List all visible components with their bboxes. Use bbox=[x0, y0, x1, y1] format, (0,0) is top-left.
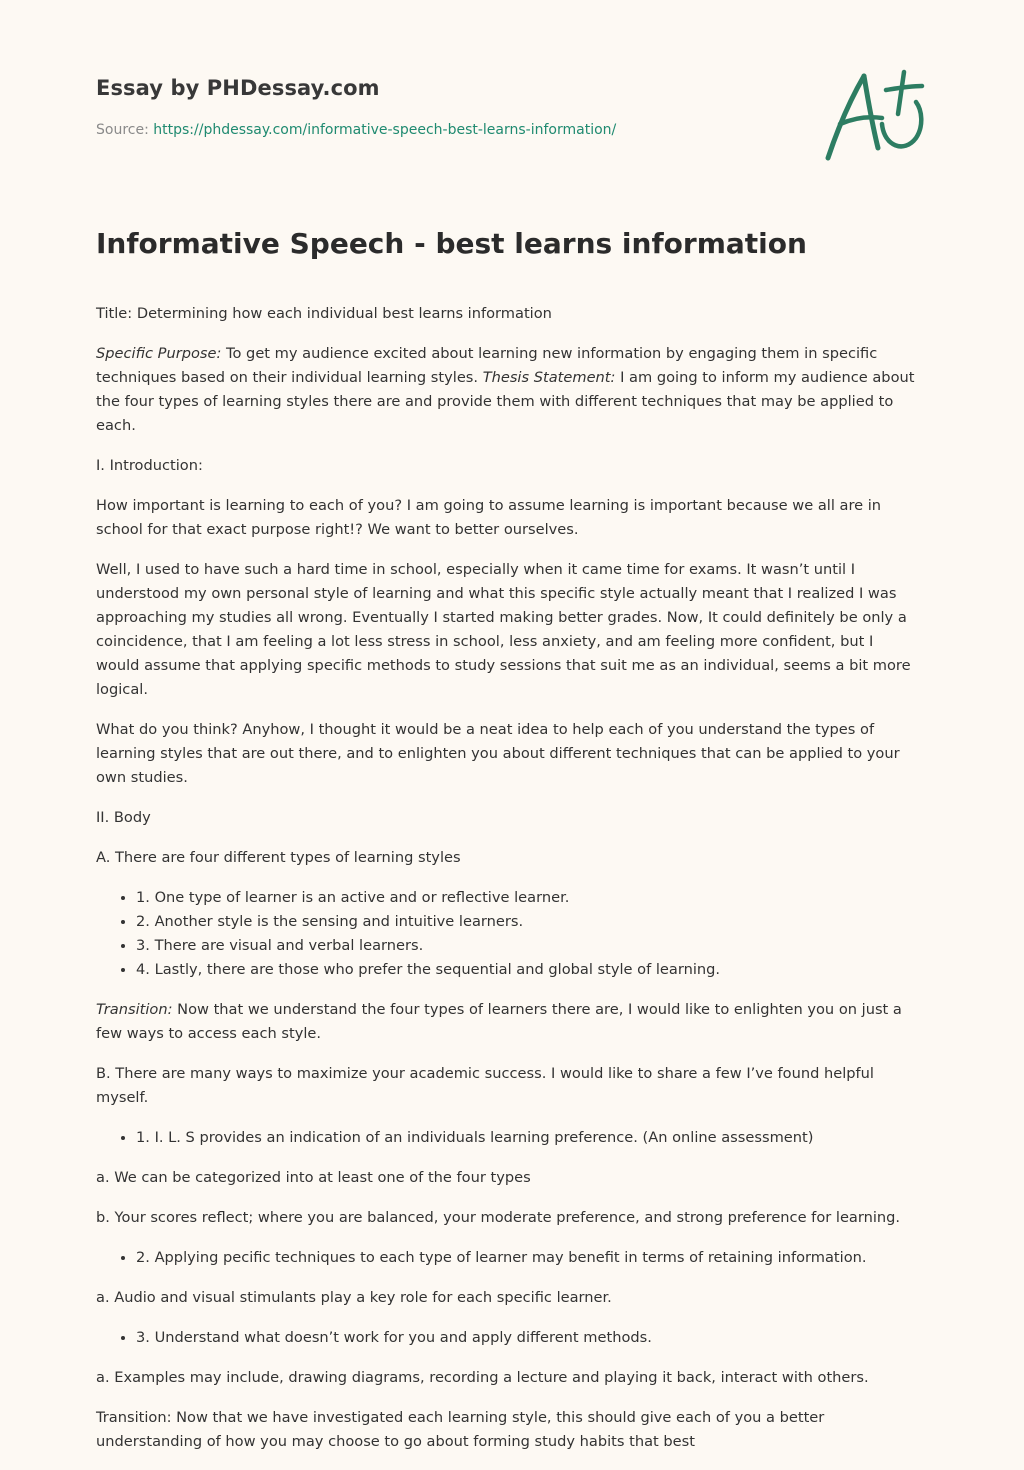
intro-paragraph-1: How important is learning to each of you? I am going to assume learning is important because we all are in school for that exact purpose right!? We want to better ourselves. bbox=[96, 497, 882, 538]
list-item: • 3. There are visual and verbal learners. bbox=[136, 934, 920, 958]
source-label: Source: bbox=[96, 122, 149, 138]
specific-purpose-text: To get my audience excited about learning new information by engaging them in specific techniques based on their individual learning styles. bbox=[96, 345, 878, 386]
sub-point-b1-b: b. Your scores reflect; where you are balanced, your moderate preference, and strong preference for learning. bbox=[96, 1209, 901, 1226]
sub-point-b2-a: a. Audio and visual stimulants play a key role for each specific learner. bbox=[96, 1289, 612, 1306]
intro-paragraph-2: Well, I used to have such a hard time in school, especially when it came time for exams. It wasn’t until I understood my own personal style of learning and what this specific style actually meant that I realized I was approaching my studies all wrong. Eventually I started making better grades. Now, It could definitely be only a coincidence, that I am feeling a lot less stress in school, less anxiety, and am feeling more confident, but I would assume that applying specific methods to study sessions that suit me as an individual, seems a bit more logical. bbox=[96, 561, 911, 698]
sub-point-b3-a: a. Examples may include, drawing diagrams, recording a lecture and playing it back, interact with others. bbox=[96, 1369, 869, 1386]
section-b-heading: B. There are many ways to maximize your academic success. I would like to share a few I’ve found helpful myself. bbox=[96, 1065, 874, 1106]
a-plus-icon bbox=[820, 66, 930, 166]
page-header bbox=[96, 76, 746, 138]
list-item: • 3. Understand what doesn’t work for you and apply different methods. bbox=[136, 1326, 920, 1350]
list-item: • 2. Another style is the sensing and intuitive learners. bbox=[136, 910, 920, 934]
thesis-statement-text: I am going to inform my audience about the four types of learning styles there are and provide them with different techniques that may be applied to each. bbox=[96, 369, 915, 434]
page-title: Informative Speech - best learns information bbox=[96, 227, 807, 260]
learning-styles-list bbox=[96, 886, 920, 982]
title-line: Title: Determining how each individual best learns information bbox=[96, 305, 552, 322]
purpose-paragraph bbox=[96, 342, 920, 438]
techniques-list-1 bbox=[96, 1126, 920, 1150]
thesis-statement-label: Thesis Statement: bbox=[482, 369, 616, 386]
source-line bbox=[96, 122, 746, 138]
list-item: • 1. I. L. S provides an indication of an individuals learning preference. (An online assessment) bbox=[136, 1126, 920, 1150]
transition-text: Now that we understand the four types of learners there are, I would like to enlighten you on just a few ways to access each style. bbox=[96, 1001, 902, 1042]
intro-paragraph-3: What do you think? Anyhow, I thought it would be a neat idea to help each of you understand the types of learning styles that are out there, and to enlighten you about different techniques that can be applied to your own studies. bbox=[96, 721, 900, 786]
transition-paragraph-1 bbox=[96, 998, 920, 1046]
sub-point-b1-a: a. We can be categorized into at least one of the four types bbox=[96, 1169, 531, 1186]
site-title: Essay by PHDessay.com bbox=[96, 76, 380, 100]
body-heading: II. Body bbox=[96, 809, 151, 826]
transition-paragraph-2: Transition: Now that we have investigated each learning style, this should give each of you a better understanding of how you may choose to go about forming study habits that best bbox=[96, 1409, 825, 1450]
specific-purpose-label: Specific Purpose: bbox=[96, 345, 222, 362]
techniques-list-2 bbox=[96, 1246, 920, 1270]
list-item: • 1. One type of learner is an active and or reflective learner. bbox=[136, 886, 920, 910]
section-a-heading: A. There are four different types of learning styles bbox=[96, 849, 461, 866]
transition-label: Transition: bbox=[96, 1001, 173, 1018]
list-item: • 4. Lastly, there are those who prefer the sequential and global style of learning. bbox=[136, 958, 920, 982]
list-item: • 2. Applying pecific techniques to each type of learner may benefit in terms of retaining information. bbox=[136, 1246, 920, 1270]
introduction-heading: I. Introduction: bbox=[96, 457, 203, 474]
techniques-list-3 bbox=[96, 1326, 920, 1350]
source-link[interactable]: https://phdessay.com/informative-speech-best-learns-information/ bbox=[153, 122, 617, 138]
article-body bbox=[96, 224, 920, 1470]
